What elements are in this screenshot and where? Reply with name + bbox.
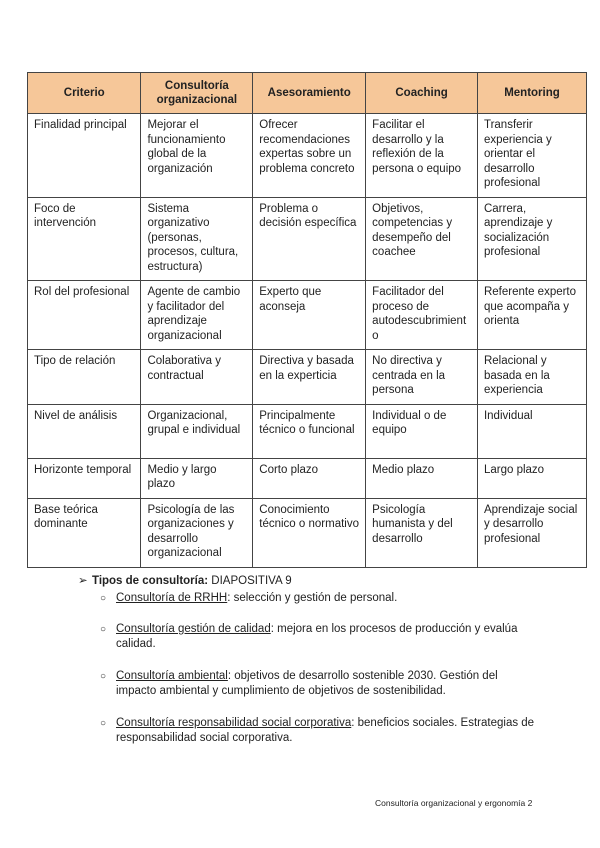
table-cell: Psicología de las organizaciones y desarrollo organizacional	[141, 498, 253, 567]
table-header-row	[28, 73, 587, 114]
table-cell: Nivel de análisis	[28, 404, 141, 458]
header-criterio: Criterio	[28, 73, 141, 114]
circle-bullet-icon: ○	[100, 593, 107, 604]
section-heading	[78, 574, 538, 589]
table-cell: Rol del profesional	[28, 281, 141, 350]
table-cell: Aprendizaje social y desarrollo profesional	[477, 498, 586, 567]
table-cell: Sistema organizativo (personas, procesos, cultura, estructura)	[141, 197, 253, 281]
table-cell: Foco de intervención	[28, 197, 141, 281]
table-cell: Referente experto que acompaña y orienta	[477, 281, 586, 350]
page-footer: Consultoría organizacional y ergonomía 2	[375, 798, 533, 808]
table-cell: Medio y largo plazo	[141, 458, 253, 498]
table-cell: Relacional y basada en la experiencia	[477, 350, 586, 405]
type-description: : beneficios sociales. Estrategias de responsabilidad social corporativa.	[116, 717, 535, 744]
type-description: : selección y gestión de personal.	[227, 592, 398, 604]
table-cell: Psicología humanista y del desarrollo	[366, 498, 478, 567]
header-consultoria: Consultoría organizacional	[141, 73, 253, 114]
table-cell: Facilitador del proceso de autodescubrimiento	[366, 281, 478, 350]
comparison-table	[27, 72, 587, 568]
list-item	[100, 669, 538, 699]
table-cell: Organizacional, grupal e individual	[141, 404, 253, 458]
list-item	[100, 716, 538, 746]
table-cell: Conocimiento técnico o normativo	[253, 498, 366, 567]
table-cell: Agente de cambio y facilitador del aprendizaje organizacional	[141, 281, 253, 350]
list-item	[100, 622, 538, 652]
type-term: Consultoría gestión de calidad	[116, 623, 271, 635]
table-cell: Mejorar el funcionamiento global de la organización	[141, 114, 253, 198]
table-cell: Finalidad principal	[28, 114, 141, 198]
type-term: Consultoría de RRHH	[116, 592, 228, 604]
table-cell: Objetivos, competencias y desempeño del coachee	[366, 197, 478, 281]
header-mentoring: Mentoring	[477, 73, 586, 114]
section-title: Tipos de consultoría:	[92, 575, 209, 587]
slide-reference: DIAPOSITIVA 9	[211, 575, 292, 587]
table-row	[28, 197, 587, 281]
table-cell: Directiva y basada en la experticia	[253, 350, 366, 405]
table-row	[28, 458, 587, 498]
circle-bullet-icon: ○	[100, 671, 107, 682]
header-asesoramiento: Asesoramiento	[253, 73, 366, 114]
type-description: : mejora en los procesos de producción y evalúa calidad.	[116, 623, 518, 650]
list-item	[100, 591, 538, 606]
types-list	[78, 591, 538, 746]
consultancy-types-section	[78, 574, 538, 763]
table-cell: Colaborativa y contractual	[141, 350, 253, 405]
circle-bullet-icon: ○	[100, 718, 107, 729]
table-cell: Carrera, aprendizaje y socialización profesional	[477, 197, 586, 281]
type-term: Consultoría ambiental	[116, 670, 228, 682]
table-cell: Transferir experiencia y orientar el desarrollo profesional	[477, 114, 586, 198]
table-row	[28, 404, 587, 458]
table-cell: Ofrecer recomendaciones expertas sobre un problema concreto	[253, 114, 366, 198]
table-cell: Facilitar el desarrollo y la reflexión de la persona o equipo	[366, 114, 478, 198]
table-row	[28, 498, 587, 567]
table-cell: Horizonte temporal	[28, 458, 141, 498]
table-cell: Principalmente técnico o funcional	[253, 404, 366, 458]
table-cell: Problema o decisión específica	[253, 197, 366, 281]
table-row	[28, 114, 587, 198]
type-description: : objetivos de desarrollo sostenible 2030. Gestión del impacto ambiental y cumplimiento de objetivos de sostenibilidad.	[116, 670, 498, 697]
table-cell: Medio plazo	[366, 458, 478, 498]
table-cell: Individual o de equipo	[366, 404, 478, 458]
table-cell: Individual	[477, 404, 586, 458]
table-cell: Base teórica dominante	[28, 498, 141, 567]
circle-bullet-icon: ○	[100, 624, 107, 635]
table-cell: Experto que aconseja	[253, 281, 366, 350]
header-coaching: Coaching	[366, 73, 478, 114]
table-cell: Corto plazo	[253, 458, 366, 498]
table-cell: Tipo de relación	[28, 350, 141, 405]
table-row	[28, 281, 587, 350]
arrow-bullet-icon: ➢	[78, 575, 88, 587]
table-cell: Largo plazo	[477, 458, 586, 498]
table-cell: No directiva y centrada en la persona	[366, 350, 478, 405]
type-term: Consultoría responsabilidad social corporativa	[116, 717, 352, 729]
table-row	[28, 350, 587, 405]
